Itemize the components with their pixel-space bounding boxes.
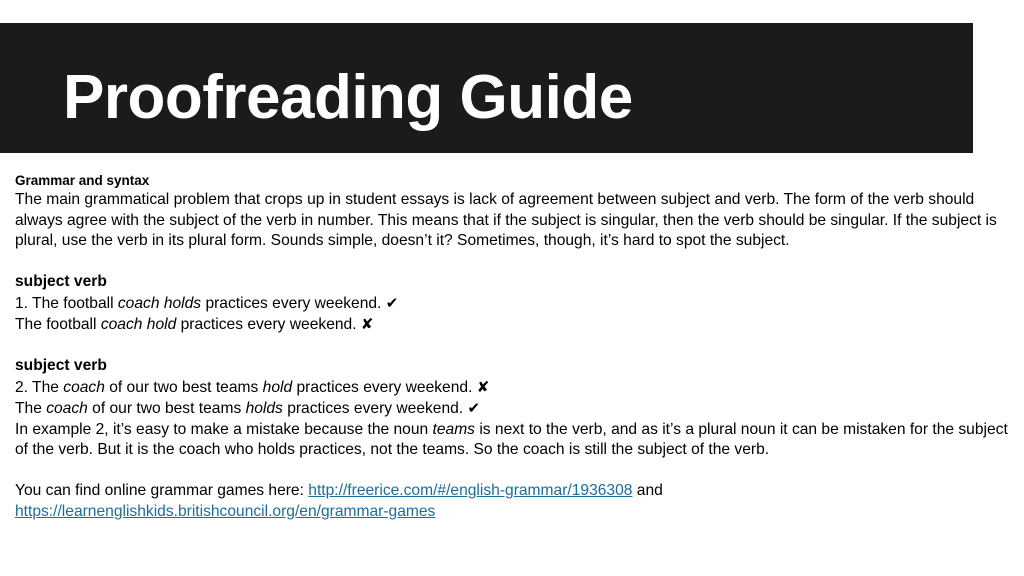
italic-text: coach holds [117,294,202,312]
check-mark-icon: ✔ [467,399,481,417]
slide-content [15,172,1015,522]
example2-line1 [15,377,1015,399]
italic-text: holds [245,400,283,417]
italic-text: hold [262,378,293,396]
text: is next to the verb, and as it’s a plural noun it can be mistaken for the subject of the verb. But it is the coach who holds practices, not the teams. So the coach is still the subject of the verb. [15,420,1008,458]
text: practices every weekend. [282,400,468,417]
slide-title: Proofreading Guide [63,63,633,132]
cross-mark-icon: ✘ [360,315,374,333]
text: 2. The [15,378,64,396]
example2-heading: subject verb [15,357,107,374]
italic-text: coach hold [100,316,177,333]
example1-heading: subject verb [15,273,107,290]
text: 1. The football [15,294,118,312]
resources-line [15,481,1015,502]
grammar-intro: The main grammatical problem that crops up in student essays is lack of agreement between subject and verb. The form of the verb should always agree with the subject of the verb in number. This means that if the subject is singular, then the verb should be singular. If the subject is plural, use the verb in its plural form. Sounds simple, doesn’t it? Sometimes, though, it’s hard to spot the subject. [15,191,997,249]
check-mark-icon: ✔ [385,293,399,312]
text: of our two best teams [104,378,263,396]
text: The football [15,316,101,333]
freerice-link[interactable]: http://freerice.com/#/english-grammar/1936308 [308,482,633,499]
italic-text: coach [46,400,88,417]
spacer [15,336,1015,357]
example1-line2 [15,314,1015,336]
resources-line2 [15,502,1015,523]
grammar-heading: Grammar and syntax [15,173,150,188]
text: of our two best teams [87,400,246,417]
example2-line2 [15,398,1015,420]
text: You can find online grammar games here: [15,482,309,499]
text: In example 2, it’s easy to make a mistake because the noun [15,420,433,438]
italic-text: teams [432,420,475,438]
text: The [15,400,47,417]
text: and [632,482,663,499]
italic-text: coach [63,378,105,396]
britishcouncil-link[interactable]: https://learnenglishkids.britishcouncil.org/en/grammar-games [15,502,436,520]
example2-explanation [15,420,1015,461]
text: practices every weekend. [292,378,477,396]
spacer [15,252,1015,273]
text: practices every weekend. [201,294,386,312]
cross-mark-icon: ✘ [476,377,490,396]
text: practices every weekend. [176,316,361,333]
spacer [15,461,1015,482]
example1-line1 [15,293,1015,315]
